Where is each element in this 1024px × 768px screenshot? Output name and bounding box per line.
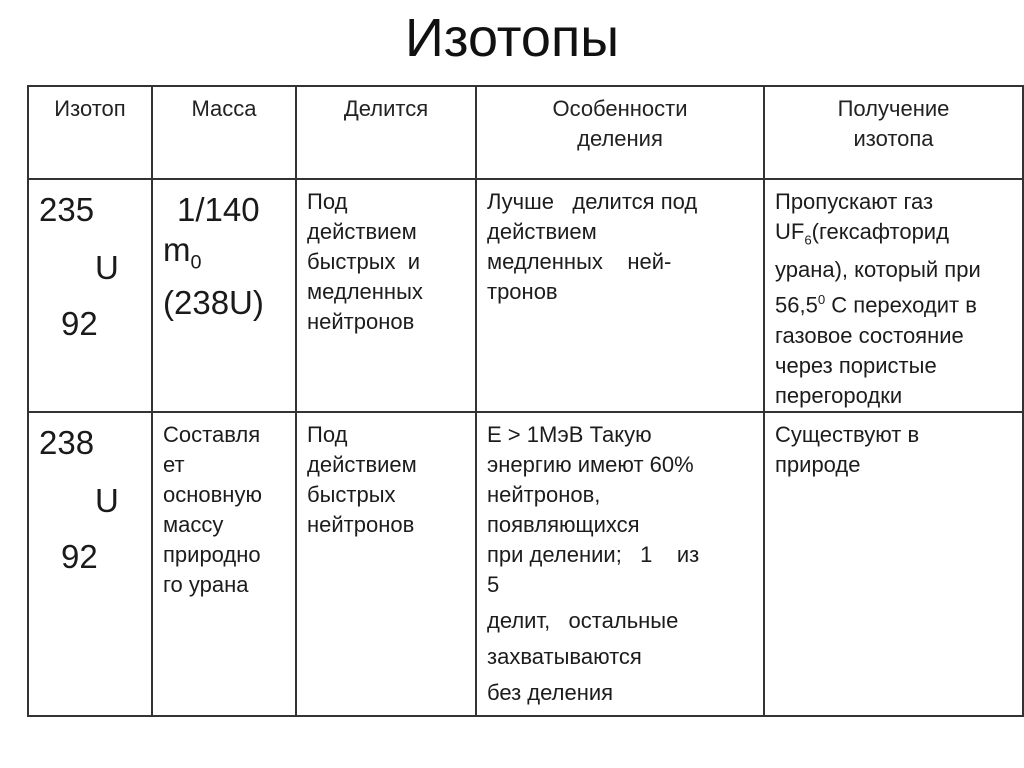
features-line: E > 1МэВ Такую	[487, 421, 652, 447]
features-line: без деления	[487, 679, 614, 705]
header-obtain	[764, 86, 1023, 179]
cell-obtain-u235	[764, 179, 1023, 412]
cell-features-u238	[476, 412, 764, 716]
isotope-atomic-number: 92	[61, 537, 98, 575]
fission-line: медленных	[307, 279, 423, 304]
mass-line: го урана	[163, 571, 249, 597]
obtain-line: урана), который при	[775, 257, 981, 283]
cell-fission-u238	[296, 412, 476, 716]
cell-mass-u235	[152, 179, 296, 412]
obtain-line: природе	[775, 451, 861, 477]
isotope-mass-number: 235	[39, 191, 95, 228]
mass-fraction: 1/140	[177, 191, 260, 228]
obtain-line: через пористые	[775, 352, 937, 378]
features-line: энергию имеют 60%	[487, 451, 694, 477]
obtain-line: перегородки	[775, 382, 903, 408]
header-obtain-line2: изотопа	[853, 126, 934, 151]
temperature-rest: С переходит в	[825, 292, 977, 318]
fission-line: Под	[307, 189, 348, 214]
isotope-symbol: U	[95, 481, 119, 519]
features-line: действием	[487, 219, 597, 244]
features-line: делит, остальные	[487, 607, 679, 633]
slide-title: Изотопы	[404, 8, 620, 68]
header-isotope-label: Изотоп	[54, 96, 126, 121]
obtain-line-temperature	[775, 285, 1016, 320]
table-header-row	[28, 86, 1023, 179]
fission-line: нейтронов	[307, 309, 415, 334]
mass-m-symbol: m	[163, 231, 191, 268]
features-line: Лучше делится под	[487, 189, 698, 214]
mass-reference: (238U)	[163, 283, 264, 321]
header-features	[476, 86, 764, 179]
header-mass	[152, 86, 296, 179]
obtain-line: Существуют в	[775, 421, 920, 447]
mass-line: ет	[163, 451, 185, 477]
cell-mass-u238	[152, 412, 296, 716]
fission-line: действием	[307, 219, 417, 244]
header-mass-label: Масса	[191, 96, 257, 121]
cell-isotope-u235	[28, 179, 152, 412]
fission-line: Под	[307, 421, 348, 447]
features-line: 5	[487, 571, 500, 597]
header-features-line2: деления	[577, 126, 663, 151]
header-fission-label: Делится	[343, 96, 429, 121]
cell-obtain-u238	[764, 412, 1023, 716]
fission-line: действием	[307, 451, 417, 477]
features-line: захватываются	[487, 643, 642, 669]
features-line: при делении; 1 из	[487, 541, 700, 567]
isotope-atomic-number: 92	[61, 305, 98, 342]
mass-m0	[163, 230, 291, 283]
cell-fission-u235	[296, 179, 476, 412]
header-obtain-line1: Получение	[837, 96, 950, 121]
uf-subscript: 6	[804, 232, 812, 248]
header-isotope	[28, 86, 152, 179]
features-line: медленных ней-	[487, 249, 672, 274]
isotopes-table	[27, 85, 1024, 717]
mass-line: природно	[163, 541, 261, 567]
obtain-line-uf6	[775, 217, 1016, 255]
mass-line: основную	[163, 481, 262, 507]
features-line: тронов	[487, 279, 558, 304]
features-line: нейтронов,	[487, 481, 601, 507]
isotope-mass-number: 238	[39, 423, 95, 461]
fission-line: нейтронов	[307, 511, 415, 537]
header-fission	[296, 86, 476, 179]
isotope-symbol: U	[95, 249, 119, 286]
uf-formula: UF	[775, 219, 805, 244]
table-row-u238	[28, 412, 1023, 716]
table-row-u235	[28, 179, 1023, 412]
features-line: появляющихся	[487, 511, 640, 537]
header-features-line1: Особенности	[552, 96, 688, 121]
mass-m-subscript: 0	[190, 251, 202, 274]
temperature-superscript: 0	[817, 292, 826, 308]
fission-line: быстрых и	[307, 249, 421, 274]
uf-description: (гексафторид	[811, 219, 949, 244]
fission-line: быстрых	[307, 481, 396, 507]
obtain-line: Пропускают газ	[775, 189, 934, 214]
obtain-line: газовое состояние	[775, 322, 964, 348]
mass-line: массу	[163, 511, 224, 537]
mass-line: Составля	[163, 421, 261, 447]
temperature-value: 56,5	[775, 292, 818, 318]
cell-isotope-u238	[28, 412, 152, 716]
cell-features-u235	[476, 179, 764, 412]
